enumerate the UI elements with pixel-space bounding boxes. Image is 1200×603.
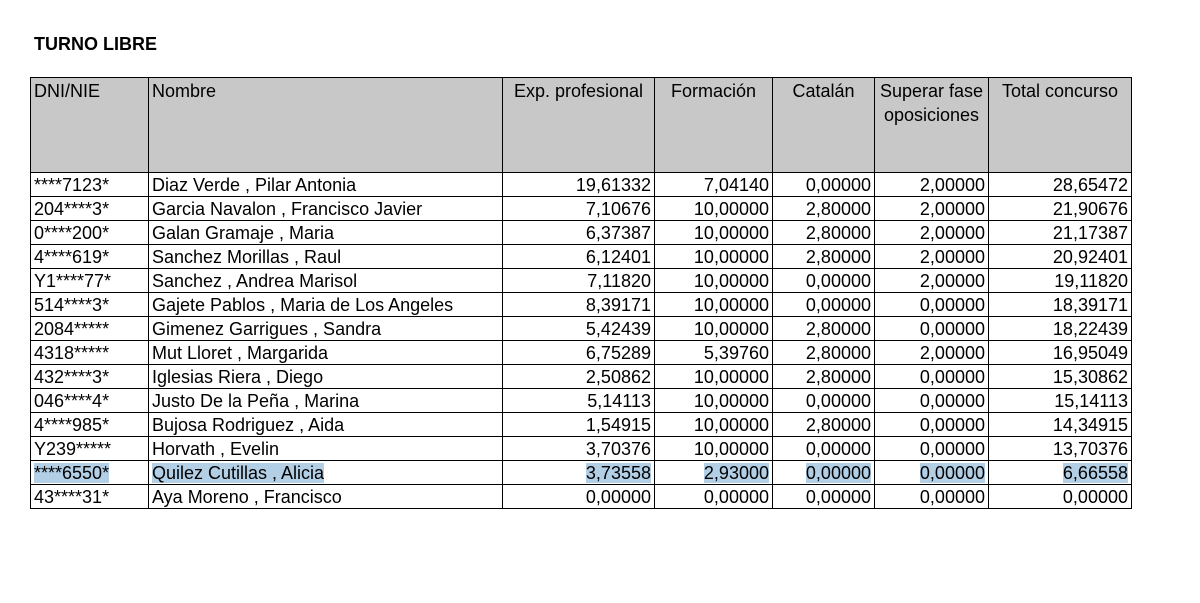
- cell-catalan-text: 0,00000: [805, 462, 871, 483]
- cell-superar-fase: [875, 389, 989, 413]
- header-catalan: Catalán: [773, 78, 875, 173]
- cell-nombre-text: Gajete Pablos , Maria de Los Angeles: [152, 294, 454, 315]
- cell-formacion: [655, 413, 773, 437]
- cell-superar-fase-text: 2,00000: [919, 246, 985, 267]
- cell-total-concurso: [989, 173, 1132, 197]
- cell-nombre-text: Aya Moreno , Francisco: [152, 486, 342, 507]
- cell-total-concurso-text: 21,17387: [1052, 222, 1128, 243]
- table-row[interactable]: [31, 197, 1132, 221]
- cell-exp-profesional-text: 5,42439: [585, 318, 651, 339]
- cell-exp-profesional: [503, 317, 655, 341]
- cell-superar-fase-text: 2,00000: [919, 222, 985, 243]
- cell-nombre-text: Horvath , Evelin: [152, 438, 280, 459]
- cell-superar-fase-text: 2,00000: [919, 342, 985, 363]
- cell-total-concurso-text: 21,90676: [1052, 198, 1128, 219]
- cell-dni: [31, 269, 149, 293]
- cell-catalan-text: 2,80000: [805, 198, 871, 219]
- cell-exp-profesional-text: 1,54915: [585, 414, 651, 435]
- cell-nombre: [149, 221, 503, 245]
- cell-catalan-text: 0,00000: [805, 294, 871, 315]
- table-header-row: [31, 78, 1132, 173]
- cell-formacion: [655, 437, 773, 461]
- cell-superar-fase-text: 2,00000: [919, 270, 985, 291]
- cell-formacion-text: 10,00000: [693, 198, 769, 219]
- cell-dni-text: 204****3*: [34, 198, 110, 219]
- cell-exp-profesional: [503, 245, 655, 269]
- cell-dni-text: 432****3*: [34, 366, 110, 387]
- cell-formacion-text: 10,00000: [693, 222, 769, 243]
- table-row[interactable]: [31, 461, 1132, 485]
- cell-exp-profesional: [503, 173, 655, 197]
- table-row[interactable]: [31, 269, 1132, 293]
- cell-formacion-text: 2,93000: [703, 462, 769, 483]
- cell-formacion-text: 10,00000: [693, 366, 769, 387]
- cell-formacion-text: 10,00000: [693, 438, 769, 459]
- page-title: TURNO LIBRE: [34, 34, 157, 54]
- cell-total-concurso: [989, 389, 1132, 413]
- cell-catalan-text: 2,80000: [805, 342, 871, 363]
- cell-formacion-text: 7,04140: [703, 174, 769, 195]
- cell-total-concurso: [989, 245, 1132, 269]
- cell-superar-fase: [875, 245, 989, 269]
- cell-exp-profesional-text: 6,37387: [585, 222, 651, 243]
- cell-nombre-text: Galan Gramaje , Maria: [152, 222, 335, 243]
- cell-formacion-text: 10,00000: [693, 246, 769, 267]
- cell-nombre: [149, 485, 503, 509]
- cell-total-concurso-text: 13,70376: [1052, 438, 1128, 459]
- cell-dni-text: 4****619*: [34, 246, 110, 267]
- cell-dni: [31, 341, 149, 365]
- cell-total-concurso: [989, 197, 1132, 221]
- cell-dni: [31, 245, 149, 269]
- cell-superar-fase-text: 0,00000: [919, 390, 985, 411]
- table-row[interactable]: [31, 173, 1132, 197]
- cell-nombre: [149, 365, 503, 389]
- cell-superar-fase: [875, 413, 989, 437]
- cell-superar-fase-text: 0,00000: [919, 318, 985, 339]
- cell-dni-text: ****7123*: [34, 174, 110, 195]
- cell-dni-text: 4****985*: [34, 414, 110, 435]
- cell-catalan-text: 0,00000: [805, 486, 871, 507]
- cell-formacion-text: 10,00000: [693, 414, 769, 435]
- cell-superar-fase-text: 2,00000: [919, 198, 985, 219]
- results-table: [30, 77, 1132, 509]
- cell-dni: [31, 485, 149, 509]
- cell-superar-fase: [875, 437, 989, 461]
- cell-formacion: [655, 173, 773, 197]
- cell-total-concurso-text: 28,65472: [1052, 174, 1128, 195]
- cell-dni: [31, 221, 149, 245]
- cell-total-concurso-text: 16,95049: [1052, 342, 1128, 363]
- cell-exp-profesional-text: 0,00000: [585, 486, 651, 507]
- cell-catalan: [773, 293, 875, 317]
- cell-total-concurso: [989, 365, 1132, 389]
- cell-superar-fase-text: 0,00000: [919, 366, 985, 387]
- cell-dni: [31, 389, 149, 413]
- cell-nombre-text: Garcia Navalon , Francisco Javier: [152, 198, 423, 219]
- cell-catalan: [773, 197, 875, 221]
- cell-exp-profesional: [503, 485, 655, 509]
- cell-nombre: [149, 245, 503, 269]
- cell-total-concurso: [989, 485, 1132, 509]
- cell-catalan: [773, 173, 875, 197]
- cell-superar-fase: [875, 197, 989, 221]
- cell-total-concurso-text: 20,92401: [1052, 246, 1128, 267]
- cell-superar-fase: [875, 221, 989, 245]
- cell-total-concurso-text: 0,00000: [1062, 486, 1128, 507]
- cell-catalan: [773, 461, 875, 485]
- cell-catalan: [773, 221, 875, 245]
- cell-dni-text: 046****4*: [34, 390, 110, 411]
- cell-catalan-text: 0,00000: [805, 270, 871, 291]
- cell-nombre-text: Bujosa Rodriguez , Aida: [152, 414, 345, 435]
- cell-dni-text: 0****200*: [34, 222, 110, 243]
- cell-nombre: [149, 269, 503, 293]
- cell-total-concurso: [989, 413, 1132, 437]
- cell-nombre: [149, 293, 503, 317]
- cell-total-concurso-text: 15,14113: [1054, 390, 1128, 411]
- cell-nombre-text: Sanchez Morillas , Raul: [152, 246, 342, 267]
- cell-formacion-text: 10,00000: [693, 270, 769, 291]
- cell-nombre: [149, 341, 503, 365]
- cell-nombre: [149, 173, 503, 197]
- cell-nombre-text: Sanchez , Andrea Marisol: [152, 270, 358, 291]
- cell-exp-profesional: [503, 389, 655, 413]
- cell-total-concurso: [989, 461, 1132, 485]
- table-row[interactable]: [31, 437, 1132, 461]
- table-row[interactable]: [31, 245, 1132, 269]
- table-row[interactable]: [31, 389, 1132, 413]
- cell-nombre-text: Mut Lloret , Margarida: [152, 342, 329, 363]
- cell-dni-text: Y239*****: [34, 438, 112, 459]
- cell-exp-profesional-text: 8,39171: [585, 294, 651, 315]
- cell-superar-fase: [875, 269, 989, 293]
- header-superar-fase: Superar fase oposiciones: [875, 78, 989, 173]
- cell-catalan-text: 2,80000: [805, 366, 871, 387]
- cell-exp-profesional: [503, 365, 655, 389]
- cell-nombre: [149, 461, 503, 485]
- cell-superar-fase: [875, 461, 989, 485]
- cell-formacion-text: 10,00000: [693, 318, 769, 339]
- cell-formacion-text: 10,00000: [693, 390, 769, 411]
- cell-total-concurso: [989, 437, 1132, 461]
- cell-exp-profesional-text: 2,50862: [585, 366, 651, 387]
- cell-catalan: [773, 317, 875, 341]
- cell-total-concurso-text: 6,66558: [1062, 462, 1128, 483]
- cell-formacion-text: 10,00000: [693, 294, 769, 315]
- cell-superar-fase-text: 0,00000: [919, 414, 985, 435]
- table-row[interactable]: [31, 293, 1132, 317]
- cell-nombre: [149, 389, 503, 413]
- cell-catalan: [773, 245, 875, 269]
- cell-formacion: [655, 269, 773, 293]
- cell-exp-profesional-text: 3,73558: [585, 462, 651, 483]
- cell-total-concurso: [989, 317, 1132, 341]
- cell-dni-text: ****6550*: [34, 462, 110, 483]
- cell-total-concurso-text: 19,11820: [1054, 270, 1128, 291]
- cell-catalan: [773, 341, 875, 365]
- cell-superar-fase-text: 0,00000: [919, 486, 985, 507]
- cell-exp-profesional: [503, 461, 655, 485]
- cell-catalan: [773, 485, 875, 509]
- cell-formacion: [655, 293, 773, 317]
- cell-formacion: [655, 317, 773, 341]
- cell-catalan-text: 2,80000: [805, 414, 871, 435]
- cell-exp-profesional-text: 7,11820: [587, 270, 651, 291]
- cell-formacion: [655, 389, 773, 413]
- table-row[interactable]: [31, 317, 1132, 341]
- cell-exp-profesional: [503, 437, 655, 461]
- cell-nombre-text: Justo De la Peña , Marina: [152, 390, 360, 411]
- cell-exp-profesional: [503, 341, 655, 365]
- cell-exp-profesional-text: 7,10676: [585, 198, 651, 219]
- cell-catalan: [773, 365, 875, 389]
- cell-nombre: [149, 317, 503, 341]
- cell-catalan-text: 0,00000: [805, 174, 871, 195]
- cell-exp-profesional-text: 19,61332: [575, 174, 651, 195]
- cell-dni: [31, 437, 149, 461]
- table-row[interactable]: [31, 221, 1132, 245]
- table-row[interactable]: [31, 485, 1132, 509]
- cell-dni: [31, 317, 149, 341]
- cell-total-concurso-text: 18,39171: [1052, 294, 1128, 315]
- header-total-concurso: Total concurso: [989, 78, 1132, 173]
- cell-exp-profesional: [503, 293, 655, 317]
- cell-formacion: [655, 197, 773, 221]
- cell-catalan: [773, 437, 875, 461]
- cell-total-concurso-text: 15,30862: [1052, 366, 1128, 387]
- cell-exp-profesional: [503, 221, 655, 245]
- cell-total-concurso: [989, 293, 1132, 317]
- cell-formacion: [655, 221, 773, 245]
- cell-exp-profesional-text: 6,75289: [585, 342, 651, 363]
- cell-catalan-text: 2,80000: [805, 222, 871, 243]
- cell-dni: [31, 461, 149, 485]
- cell-total-concurso-text: 14,34915: [1052, 414, 1128, 435]
- cell-superar-fase-text: 0,00000: [919, 294, 985, 315]
- cell-superar-fase: [875, 365, 989, 389]
- cell-formacion: [655, 485, 773, 509]
- table-row[interactable]: [31, 413, 1132, 437]
- cell-formacion: [655, 365, 773, 389]
- cell-superar-fase: [875, 293, 989, 317]
- cell-formacion: [655, 245, 773, 269]
- cell-exp-profesional-text: 3,70376: [585, 438, 651, 459]
- table-row[interactable]: [31, 341, 1132, 365]
- cell-exp-profesional: [503, 413, 655, 437]
- cell-superar-fase-text: 0,00000: [919, 462, 985, 483]
- cell-total-concurso: [989, 221, 1132, 245]
- cell-nombre: [149, 197, 503, 221]
- cell-dni: [31, 173, 149, 197]
- header-nombre: Nombre: [149, 78, 503, 173]
- header-formacion: Formación: [655, 78, 773, 173]
- cell-formacion: [655, 341, 773, 365]
- cell-dni: [31, 197, 149, 221]
- cell-catalan: [773, 269, 875, 293]
- cell-nombre-text: Quilez Cutillas , Alicia: [152, 462, 325, 483]
- cell-formacion-text: 0,00000: [703, 486, 769, 507]
- cell-catalan-text: 2,80000: [805, 318, 871, 339]
- cell-dni-text: 4318*****: [34, 342, 110, 363]
- cell-superar-fase: [875, 317, 989, 341]
- cell-dni: [31, 365, 149, 389]
- cell-dni-text: 514****3*: [34, 294, 110, 315]
- cell-exp-profesional: [503, 197, 655, 221]
- cell-total-concurso-text: 18,22439: [1052, 318, 1128, 339]
- cell-superar-fase-text: 2,00000: [919, 174, 985, 195]
- cell-dni: [31, 413, 149, 437]
- table-row[interactable]: [31, 365, 1132, 389]
- cell-superar-fase: [875, 485, 989, 509]
- cell-nombre-text: Gimenez Garrigues , Sandra: [152, 318, 382, 339]
- cell-total-concurso: [989, 341, 1132, 365]
- cell-catalan: [773, 413, 875, 437]
- cell-dni: [31, 293, 149, 317]
- cell-formacion: [655, 461, 773, 485]
- header-dni: DNI/NIE: [31, 78, 149, 173]
- cell-catalan-text: 2,80000: [805, 246, 871, 267]
- cell-nombre-text: Iglesias Riera , Diego: [152, 366, 324, 387]
- cell-catalan-text: 0,00000: [805, 390, 871, 411]
- cell-nombre-text: Diaz Verde , Pilar Antonia: [152, 174, 357, 195]
- cell-nombre: [149, 437, 503, 461]
- cell-superar-fase-text: 0,00000: [919, 438, 985, 459]
- header-exp-profesional: Exp. profesional: [503, 78, 655, 173]
- cell-superar-fase: [875, 341, 989, 365]
- cell-exp-profesional-text: 5,14113: [587, 390, 651, 411]
- cell-catalan: [773, 389, 875, 413]
- cell-catalan-text: 0,00000: [805, 438, 871, 459]
- cell-formacion-text: 5,39760: [703, 342, 769, 363]
- cell-total-concurso: [989, 269, 1132, 293]
- cell-dni-text: Y1****77*: [34, 270, 112, 291]
- cell-nombre: [149, 413, 503, 437]
- cell-dni-text: 2084*****: [34, 318, 110, 339]
- cell-exp-profesional-text: 6,12401: [585, 246, 651, 267]
- cell-superar-fase: [875, 173, 989, 197]
- cell-dni-text: 43****31*: [34, 486, 110, 507]
- cell-exp-profesional: [503, 269, 655, 293]
- table-body: [31, 173, 1132, 509]
